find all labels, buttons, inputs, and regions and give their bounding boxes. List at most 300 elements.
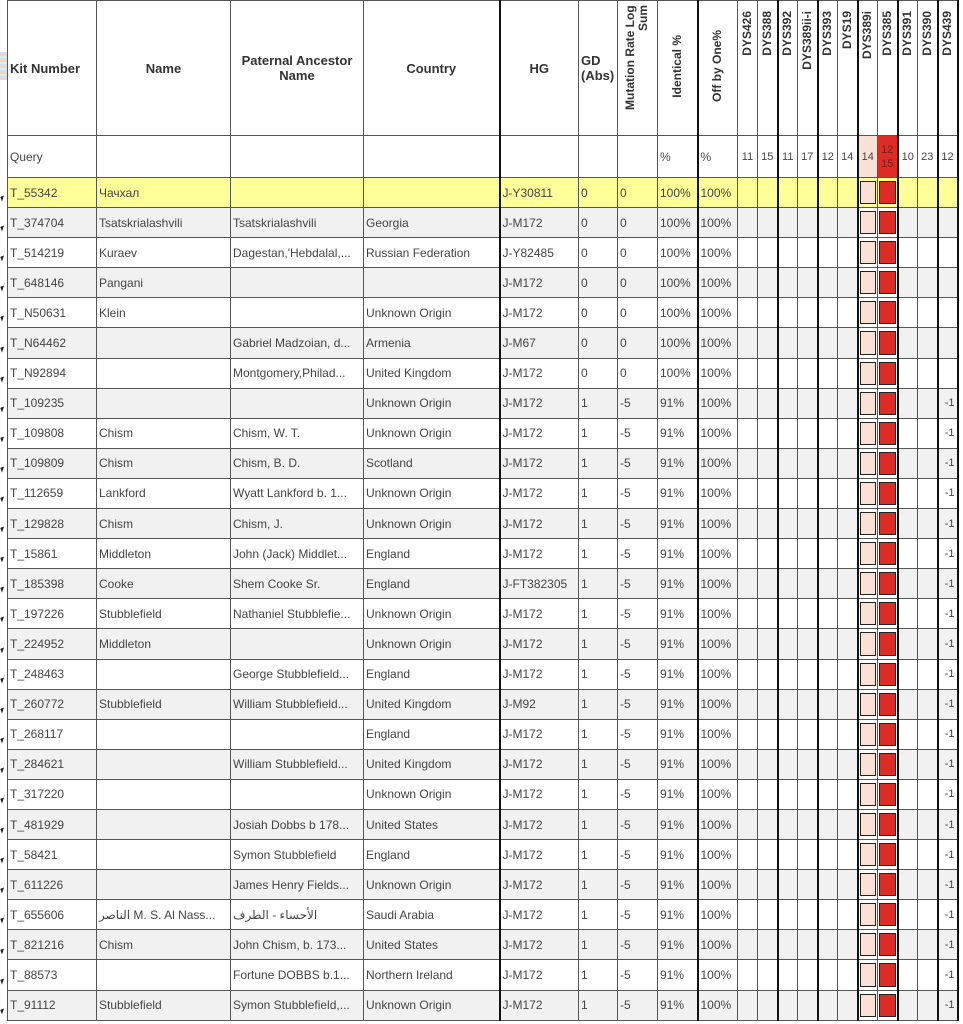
table-row[interactable]	[8, 960, 958, 990]
kit-number-cell: T_481929	[8, 809, 97, 839]
row-expand-icon[interactable]	[0, 858, 5, 864]
dys389i-highlight-box	[860, 632, 877, 655]
off-by-one-cell: 100%	[698, 388, 738, 418]
dys391-cell	[898, 358, 918, 388]
dys392-cell	[778, 448, 798, 478]
row-expand-icon[interactable]	[0, 648, 5, 654]
dys390-cell	[918, 238, 938, 268]
dys389ii-i-cell	[798, 930, 818, 960]
dys390-cell	[918, 569, 938, 599]
dys426-cell	[738, 629, 758, 659]
haplogroup-cell: J-M92	[500, 689, 579, 719]
table-row[interactable]	[8, 509, 958, 539]
dys390-cell	[918, 178, 938, 208]
dys392-cell	[778, 840, 798, 870]
haplogroup-cell: J-M172	[500, 418, 579, 448]
dys392-cell	[778, 539, 798, 569]
dys385-cell	[878, 659, 898, 689]
gd-cell: 0	[579, 298, 618, 328]
gd-cell: 1	[579, 840, 618, 870]
table-row[interactable]	[8, 900, 958, 930]
name-cell	[97, 840, 231, 870]
dys385-cell	[878, 629, 898, 659]
dys439-cell	[938, 328, 958, 358]
table-row[interactable]	[8, 268, 958, 298]
dys388-cell	[758, 478, 778, 508]
dys426-cell	[738, 539, 758, 569]
query-name	[97, 136, 231, 178]
query-identical: %	[658, 136, 698, 178]
row-expand-icon[interactable]	[0, 196, 5, 202]
row-expand-icon[interactable]	[0, 377, 5, 383]
country-cell: United Kingdom	[364, 749, 500, 779]
table-row[interactable]	[8, 388, 958, 418]
country-cell: England	[364, 569, 500, 599]
dys389i-highlight-box	[860, 693, 877, 716]
paternal-ancestor-cell: John (Jack) Middlet...	[231, 539, 364, 569]
header-dys389i[interactable]	[858, 1, 878, 136]
row-expand-icon[interactable]	[0, 768, 5, 774]
dys389i-highlight-box	[860, 362, 877, 385]
dys426-cell	[738, 840, 758, 870]
gd-cell: 0	[579, 328, 618, 358]
dys388-cell	[758, 870, 778, 900]
query-mutation-rate	[618, 136, 658, 178]
row-expand-icon[interactable]	[0, 828, 5, 834]
row-expand-icon[interactable]	[0, 497, 5, 503]
dys389ii-i-cell	[798, 238, 818, 268]
header-dys392[interactable]	[778, 1, 798, 136]
dys393-cell	[818, 178, 838, 208]
dys426-cell	[738, 268, 758, 298]
dys385-highlight-box	[879, 602, 896, 625]
haplogroup-cell: J-M172	[500, 208, 579, 238]
header-paternal-ancestor[interactable]: Paternal Ancestor Name	[231, 1, 364, 136]
query-row[interactable]	[8, 136, 958, 178]
header-mutation-rate[interactable]	[618, 1, 658, 136]
dys389i-highlight-box	[860, 181, 877, 204]
query-dys391: 10	[898, 136, 918, 178]
haplogroup-cell: J-M172	[500, 268, 579, 298]
dys389i-highlight-box	[860, 753, 877, 776]
header-dys389ii-i-label: DYS389ii-i	[799, 11, 814, 70]
identical-cell: 91%	[658, 840, 698, 870]
dys385-cell	[878, 990, 898, 1020]
header-gd[interactable]: GD (Abs)	[579, 1, 618, 136]
dys389ii-i-cell	[798, 478, 818, 508]
dys426-cell	[738, 328, 758, 358]
dys389i-cell	[858, 779, 878, 809]
haplogroup-cell: J-M172	[500, 749, 579, 779]
kit-number-cell: T_611226	[8, 870, 97, 900]
dys389i-cell	[858, 208, 878, 238]
header-dys426-label: DYS426	[740, 11, 754, 56]
kit-number-cell: T_317220	[8, 779, 97, 809]
header-dys385-label: DYS385	[879, 11, 894, 56]
dys388-cell	[758, 629, 778, 659]
dys391-cell	[898, 238, 918, 268]
off-by-one-cell: 100%	[698, 238, 738, 268]
dys390-cell	[918, 809, 938, 839]
name-cell: Stubblefield	[97, 990, 231, 1020]
identical-cell: 91%	[658, 539, 698, 569]
dys389ii-i-cell	[798, 268, 818, 298]
header-dys385[interactable]	[878, 1, 898, 136]
table-row[interactable]	[8, 539, 958, 569]
dys439-cell: -1	[938, 659, 958, 689]
identical-cell: 91%	[658, 418, 698, 448]
country-cell: Armenia	[364, 328, 500, 358]
dys385-cell	[878, 930, 898, 960]
off-by-one-cell: 100%	[698, 178, 738, 208]
dys19-cell	[838, 448, 858, 478]
table-row[interactable]	[8, 870, 958, 900]
dys439-cell: -1	[938, 629, 958, 659]
kit-number-cell: T_15861	[8, 539, 97, 569]
dys389i-cell	[858, 448, 878, 478]
dys390-cell	[918, 418, 938, 448]
dys385-highlight-box	[879, 422, 896, 445]
gd-cell: 1	[579, 930, 618, 960]
row-expand-icon[interactable]	[0, 798, 5, 804]
country-cell: Unknown Origin	[364, 990, 500, 1020]
dys385-highlight-box	[879, 723, 896, 746]
name-cell: Pangani	[97, 268, 231, 298]
dys389i-highlight-box	[860, 813, 877, 836]
header-identical[interactable]	[658, 1, 698, 136]
dys389i-highlight-box	[860, 512, 877, 535]
dys392-cell	[778, 930, 798, 960]
dys393-cell	[818, 268, 838, 298]
dys426-cell	[738, 809, 758, 839]
table-row[interactable]	[8, 238, 958, 268]
gd-cell: 1	[579, 509, 618, 539]
country-cell: England	[364, 840, 500, 870]
row-expand-icon[interactable]	[0, 738, 5, 744]
dys393-cell	[818, 719, 838, 749]
table-row[interactable]	[8, 358, 958, 388]
dys385-cell	[878, 208, 898, 238]
name-cell: Chism	[97, 418, 231, 448]
identical-cell: 91%	[658, 870, 698, 900]
header-mutation-rate-label: Mutation Rate Log Sum	[622, 5, 650, 110]
haplogroup-cell: J-M172	[500, 779, 579, 809]
row-header-strip	[0, 0, 7, 1024]
dys19-cell	[838, 599, 858, 629]
dys385-cell	[878, 388, 898, 418]
kit-number-cell: T_N50631	[8, 298, 97, 328]
country-cell: England	[364, 539, 500, 569]
country-cell: Unknown Origin	[364, 418, 500, 448]
header-identical-label: Identical %	[669, 35, 684, 98]
table-row[interactable]	[8, 930, 958, 960]
gd-cell: 1	[579, 629, 618, 659]
header-hg[interactable]: HG	[500, 1, 579, 136]
dys393-cell	[818, 208, 838, 238]
paternal-ancestor-cell: الأحساء - الطرف	[231, 900, 364, 930]
header-dys388[interactable]	[758, 1, 778, 136]
table-row[interactable]	[8, 629, 958, 659]
haplogroup-cell: J-FT382305	[500, 569, 579, 599]
row-expand-icon[interactable]	[0, 1009, 5, 1015]
header-dys439[interactable]	[938, 1, 958, 136]
dys385-cell	[878, 569, 898, 599]
row-expand-icon[interactable]	[0, 467, 5, 473]
table-row[interactable]	[8, 659, 958, 689]
dys389ii-i-cell	[798, 599, 818, 629]
gd-cell: 1	[579, 960, 618, 990]
dys385-highlight-box	[879, 873, 896, 896]
header-dys391[interactable]	[898, 1, 918, 136]
table-row[interactable]	[8, 298, 958, 328]
dys19-cell	[838, 298, 858, 328]
dys439-cell: -1	[938, 448, 958, 478]
identical-cell: 91%	[658, 448, 698, 478]
table-row[interactable]	[8, 448, 958, 478]
off-by-one-cell: 100%	[698, 569, 738, 599]
row-expand-icon[interactable]	[0, 888, 5, 894]
table-row[interactable]	[8, 599, 958, 629]
dys389i-highlight-box	[860, 301, 877, 324]
header-dys393-label: DYS393	[820, 11, 835, 56]
dys392-cell	[778, 358, 798, 388]
dys393-cell	[818, 960, 838, 990]
haplogroup-cell: J-M172	[500, 900, 579, 930]
row-expand-icon[interactable]	[0, 316, 5, 322]
off-by-one-cell: 100%	[698, 930, 738, 960]
row-expand-icon[interactable]	[0, 617, 5, 623]
row-expand-icon[interactable]	[0, 407, 5, 413]
dys389i-highlight-box	[860, 903, 877, 926]
mutation-rate-cell: -5	[618, 779, 658, 809]
off-by-one-cell: 100%	[698, 900, 738, 930]
dys389ii-i-cell	[798, 358, 818, 388]
dys19-cell	[838, 960, 858, 990]
paternal-ancestor-cell	[231, 178, 364, 208]
row-expand-icon[interactable]	[0, 678, 5, 684]
gd-cell: 1	[579, 448, 618, 478]
row-expand-icon[interactable]	[0, 918, 5, 924]
dys393-cell	[818, 238, 838, 268]
dys389i-cell	[858, 719, 878, 749]
off-by-one-cell: 100%	[698, 298, 738, 328]
kit-number-cell: T_268117	[8, 719, 97, 749]
dys391-cell	[898, 809, 918, 839]
row-expand-icon[interactable]	[0, 437, 5, 443]
table-row[interactable]	[8, 749, 958, 779]
table-row[interactable]	[8, 478, 958, 508]
country-cell: Unknown Origin	[364, 478, 500, 508]
dys389ii-i-cell	[798, 719, 818, 749]
table-row[interactable]	[8, 689, 958, 719]
dys385-highlight-box	[879, 753, 896, 776]
table-row[interactable]	[8, 840, 958, 870]
row-expand-icon[interactable]	[0, 226, 5, 232]
dys385-highlight-box	[879, 512, 896, 535]
identical-cell: 91%	[658, 509, 698, 539]
country-cell: Northern Ireland	[364, 960, 500, 990]
dys393-cell	[818, 900, 838, 930]
paternal-ancestor-cell	[231, 719, 364, 749]
row-expand-icon[interactable]	[0, 557, 5, 563]
country-cell: United Kingdom	[364, 358, 500, 388]
mutation-rate-cell: -5	[618, 840, 658, 870]
dys439-cell: -1	[938, 840, 958, 870]
dys389i-highlight-box	[860, 241, 877, 264]
dys390-cell	[918, 358, 938, 388]
mutation-rate-cell: -5	[618, 870, 658, 900]
mutation-rate-cell: 0	[618, 358, 658, 388]
dys389i-cell	[858, 689, 878, 719]
dys388-cell	[758, 990, 778, 1020]
query-gd	[579, 136, 618, 178]
dys385-highlight-box	[879, 362, 896, 385]
dys19-cell	[838, 238, 858, 268]
dys426-cell	[738, 960, 758, 990]
table-row[interactable]	[8, 418, 958, 448]
header-dys19[interactable]	[838, 1, 858, 136]
dys426-cell	[738, 719, 758, 749]
dys19-cell	[838, 178, 858, 208]
header-kit-number[interactable]: Kit Number	[8, 1, 97, 136]
table-row[interactable]	[8, 178, 958, 208]
name-cell	[97, 358, 231, 388]
dys390-cell	[918, 509, 938, 539]
off-by-one-cell: 100%	[698, 719, 738, 749]
dys389ii-i-cell	[798, 749, 818, 779]
paternal-ancestor-cell	[231, 629, 364, 659]
name-cell: Middleton	[97, 539, 231, 569]
table-row[interactable]	[8, 779, 958, 809]
row-expand-icon[interactable]	[0, 286, 5, 292]
mutation-rate-cell: -5	[618, 900, 658, 930]
dys385-cell	[878, 870, 898, 900]
table-row[interactable]	[8, 809, 958, 839]
row-expand-icon[interactable]	[0, 708, 5, 714]
dys390-cell	[918, 268, 938, 298]
dys385-highlight-box	[879, 331, 896, 354]
name-cell: Chism	[97, 448, 231, 478]
table-row[interactable]	[8, 990, 958, 1020]
paternal-ancestor-cell	[231, 298, 364, 328]
dys389ii-i-cell	[798, 689, 818, 719]
paternal-ancestor-cell: Symon Stubblefield,...	[231, 990, 364, 1020]
off-by-one-cell: 100%	[698, 448, 738, 478]
gd-cell: 0	[579, 238, 618, 268]
header-off-by-one[interactable]	[698, 1, 738, 136]
dys388-cell	[758, 298, 778, 328]
identical-cell: 91%	[658, 719, 698, 749]
off-by-one-cell: 100%	[698, 809, 738, 839]
off-by-one-cell: 100%	[698, 509, 738, 539]
dys385-highlight-box	[879, 452, 896, 475]
dys389i-cell	[858, 418, 878, 448]
table-row[interactable]	[8, 328, 958, 358]
dys388-cell	[758, 509, 778, 539]
row-expand-icon[interactable]	[0, 979, 5, 985]
dys389i-cell	[858, 298, 878, 328]
dys389i-cell	[858, 870, 878, 900]
dys389i-highlight-box	[860, 422, 877, 445]
dys390-cell	[918, 840, 938, 870]
identical-cell: 100%	[658, 298, 698, 328]
paternal-ancestor-cell: Chism, W. T.	[231, 418, 364, 448]
dys389i-cell	[858, 539, 878, 569]
mutation-rate-cell: -5	[618, 809, 658, 839]
row-expand-icon[interactable]	[0, 256, 5, 262]
gd-cell: 1	[579, 870, 618, 900]
gd-cell: 1	[579, 388, 618, 418]
dys392-cell	[778, 478, 798, 508]
dys391-cell	[898, 328, 918, 358]
header-country[interactable]: Country	[364, 1, 500, 136]
dys391-cell	[898, 388, 918, 418]
mutation-rate-cell: -5	[618, 629, 658, 659]
name-cell: Middleton	[97, 629, 231, 659]
dys426-cell	[738, 900, 758, 930]
country-cell: Saudi Arabia	[364, 900, 500, 930]
dys389i-cell	[858, 960, 878, 990]
dys385-highlight-box	[879, 963, 896, 986]
dys19-cell	[838, 509, 858, 539]
mutation-rate-cell: -5	[618, 448, 658, 478]
dys388-cell	[758, 779, 778, 809]
row-expand-icon[interactable]	[0, 347, 5, 353]
mutation-rate-cell: 0	[618, 268, 658, 298]
dys393-cell	[818, 809, 838, 839]
dys389i-cell	[858, 178, 878, 208]
gd-cell: 1	[579, 659, 618, 689]
row-expand-icon[interactable]	[0, 527, 5, 533]
dys391-cell	[898, 779, 918, 809]
dys385-cell	[878, 418, 898, 448]
haplogroup-cell: J-M67	[500, 328, 579, 358]
dys392-cell	[778, 779, 798, 809]
header-dys389ii-i[interactable]	[798, 1, 818, 136]
dys392-cell	[778, 268, 798, 298]
country-cell	[364, 268, 500, 298]
dys426-cell	[738, 569, 758, 599]
row-expand-icon[interactable]	[0, 949, 5, 955]
dys385-cell	[878, 749, 898, 779]
dys439-cell	[938, 238, 958, 268]
dys19-cell	[838, 900, 858, 930]
dys439-cell: -1	[938, 509, 958, 539]
header-name[interactable]: Name	[97, 1, 231, 136]
dys393-cell	[818, 779, 838, 809]
header-dys390[interactable]	[918, 1, 938, 136]
paternal-ancestor-cell: Wyatt Lankford b. 1...	[231, 478, 364, 508]
table-row[interactable]	[8, 719, 958, 749]
identical-cell: 91%	[658, 388, 698, 418]
country-cell: Scotland	[364, 448, 500, 478]
dys389i-highlight-box	[860, 452, 877, 475]
kit-number-cell: T_55342	[8, 178, 97, 208]
dys391-cell	[898, 509, 918, 539]
dys391-cell	[898, 719, 918, 749]
query-dys426: 11	[738, 136, 758, 178]
row-expand-icon[interactable]	[0, 587, 5, 593]
header-dys391-label: DYS391	[900, 11, 915, 56]
header-dys426[interactable]	[738, 1, 758, 136]
table-row[interactable]	[8, 569, 958, 599]
table-row[interactable]	[8, 208, 958, 238]
dys391-cell	[898, 418, 918, 448]
header-dys393[interactable]	[818, 1, 838, 136]
paternal-ancestor-cell: John Chism, b. 173...	[231, 930, 364, 960]
dys439-cell	[938, 268, 958, 298]
dys388-cell	[758, 569, 778, 599]
